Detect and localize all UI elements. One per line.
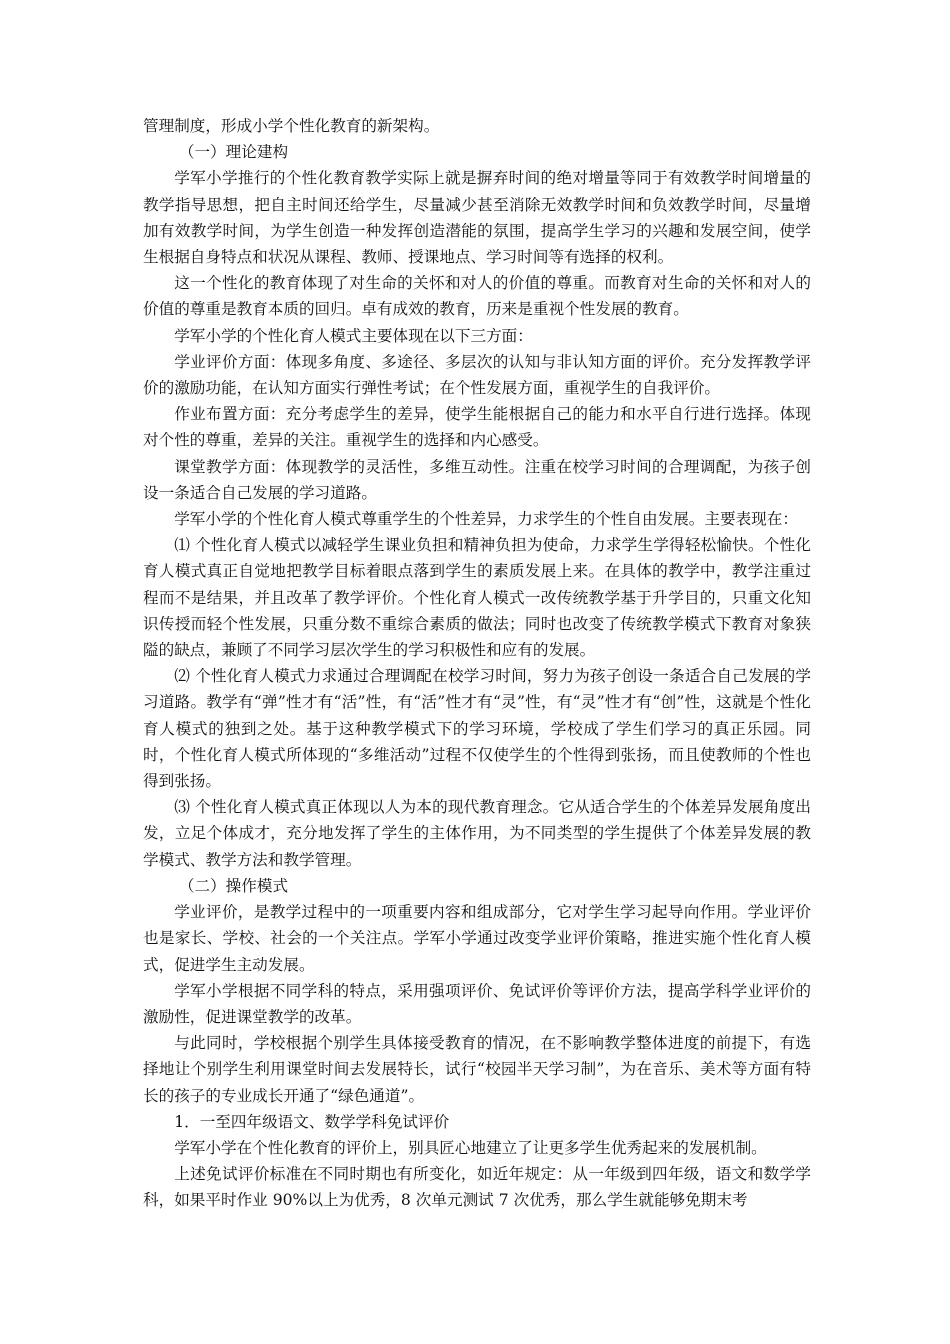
subsection-heading: 1．一至四年级语文、数学学科免试评价: [174, 1112, 450, 1131]
paragraph: 上述免试评价标准在不同时期也有所变化，如近年规定：从一年级到四年级，语文和数学学科，如果平时作业 90%以上为优秀，8 次单元测试 7 次优秀，那么学生就能够免期末考: [143, 1165, 811, 1210]
paragraph: 这一个性化的教育体现了对生命的关怀和对人的价值的尊重。而教育对生命的关怀和对人的价值的尊重是教育本质的回归。卓有成效的教育，历来是重视个性发展的教育。: [143, 274, 811, 319]
section-heading-theory: （一）理论建构: [178, 143, 289, 162]
paragraph: 学军小学推行的个性化教育教学实际上就是摒弃时间的绝对增量等同于有效教学时间增量的教学指导思想，把自主时间还给学生，尽量减少甚至消除无效教学时间和负效教学时间，尽量增加有效教学时间，为学生创造一种发挥创造潜能的氛围，提高学生学习的兴趣和发展空间，使学生根据自身特点和状况从课程、教师、授课地点、学习时间等有选择的权利。: [143, 169, 811, 267]
paragraph: 学军小学的个性化育人模式尊重学生的个性差异，力求学生的个性自由发展。主要表现在：: [174, 510, 798, 529]
document-page: [143, 113, 811, 1214]
list-item-3: ⑶ 个性化育人模式真正体现以人为本的现代教育理念。它从适合学生的个体差异发展角度出发，立足个体成才，充分地发挥了学生的主体作用，为不同类型的学生提供了个体差异发展的教学模式、教学方法和教学管理。: [143, 798, 811, 869]
paragraph: 课堂教学方面：体现教学的灵活性，多维互动性。注重在校学习时间的合理调配，为孩子创设一条适合自己发展的学习道路。: [143, 457, 811, 502]
list-item-1: ⑴ 个性化育人模式以减轻学生课业负担和精神负担为使命，力求学生学得轻松愉快。个性化育人模式真正自觉地把教学目标着眼点落到学生的素质发展上来。在具体的教学中，教学注重过程而不是结果，并且改革了教学评价。个性化育人模式一改传统教学基于升学目的，只重文化知识传授而轻个性发展，只重分数不重综合素质的做法；同时也改变了传统教学模式下教育对象狭隘的缺点，兼顾了不同学习层次学生的学习积极性和应有的发展。: [143, 536, 811, 660]
section-heading-operation: （二）操作模式: [178, 876, 289, 895]
paragraph: 与此同时，学校根据个别学生具体接受教育的情况，在不影响教学整体进度的前提下，有选择地让个别学生利用课堂时间去发展特长，试行“校园半天学习制”，为在音乐、美术等方面有特长的孩子的专业成长开通了“绿色通道”。: [143, 1034, 811, 1105]
list-item-2: ⑵ 个性化育人模式力求通过合理调配在校学习时间，努力为孩子创设一条适合自己发展的学习道路。教学有“弹”性才有“活”性，有“活”性才有“灵”性，有“灵”性才有“创”性，这就是个性化育人模式的独到之处。基于这种教学模式下的学习环境，学校成了学生们学习的真正乐园。同时，个性化育人模式所体现的“多维活动”过程不仅使学生的个性得到张扬，而且使教师的个性也得到张扬。: [143, 667, 811, 791]
paragraph: 作业布置方面：充分考虑学生的差异，使学生能根据自己的能力和水平自行进行选择。体现对个性的尊重，差异的关注。重视学生的选择和内心感受。: [143, 405, 811, 450]
paragraph: 学军小学的个性化育人模式主要体现在以下三方面：: [174, 326, 533, 345]
paragraph: 学军小学在个性化教育的评价上，别具匠心地建立了让更多学生优秀起来的发展机制。: [174, 1138, 767, 1157]
paragraph-continuation: 管理制度，形成小学个性化教育的新架构。: [143, 117, 440, 135]
paragraph: 学业评价方面：体现多角度、多途径、多层次的认知与非认知方面的评价。充分发挥教学评价的激励功能，在认知方面实行弹性考试；在个性发展方面，重视学生的自我评价。: [143, 352, 811, 398]
paragraph: 学业评价，是教学过程中的一项重要内容和组成部分，它对学生学习起导向作用。学业评价也是家长、学校、社会的一个关注点。学军小学通过改变学业评价策略，推进实施个性化育人模式，促进学生主动发展。: [143, 903, 811, 974]
paragraph: 学军小学根据不同学科的特点，采用强项评价、免试评价等评价方法，提高学科学业评价的激励性，促进课堂教学的改革。: [143, 981, 811, 1026]
